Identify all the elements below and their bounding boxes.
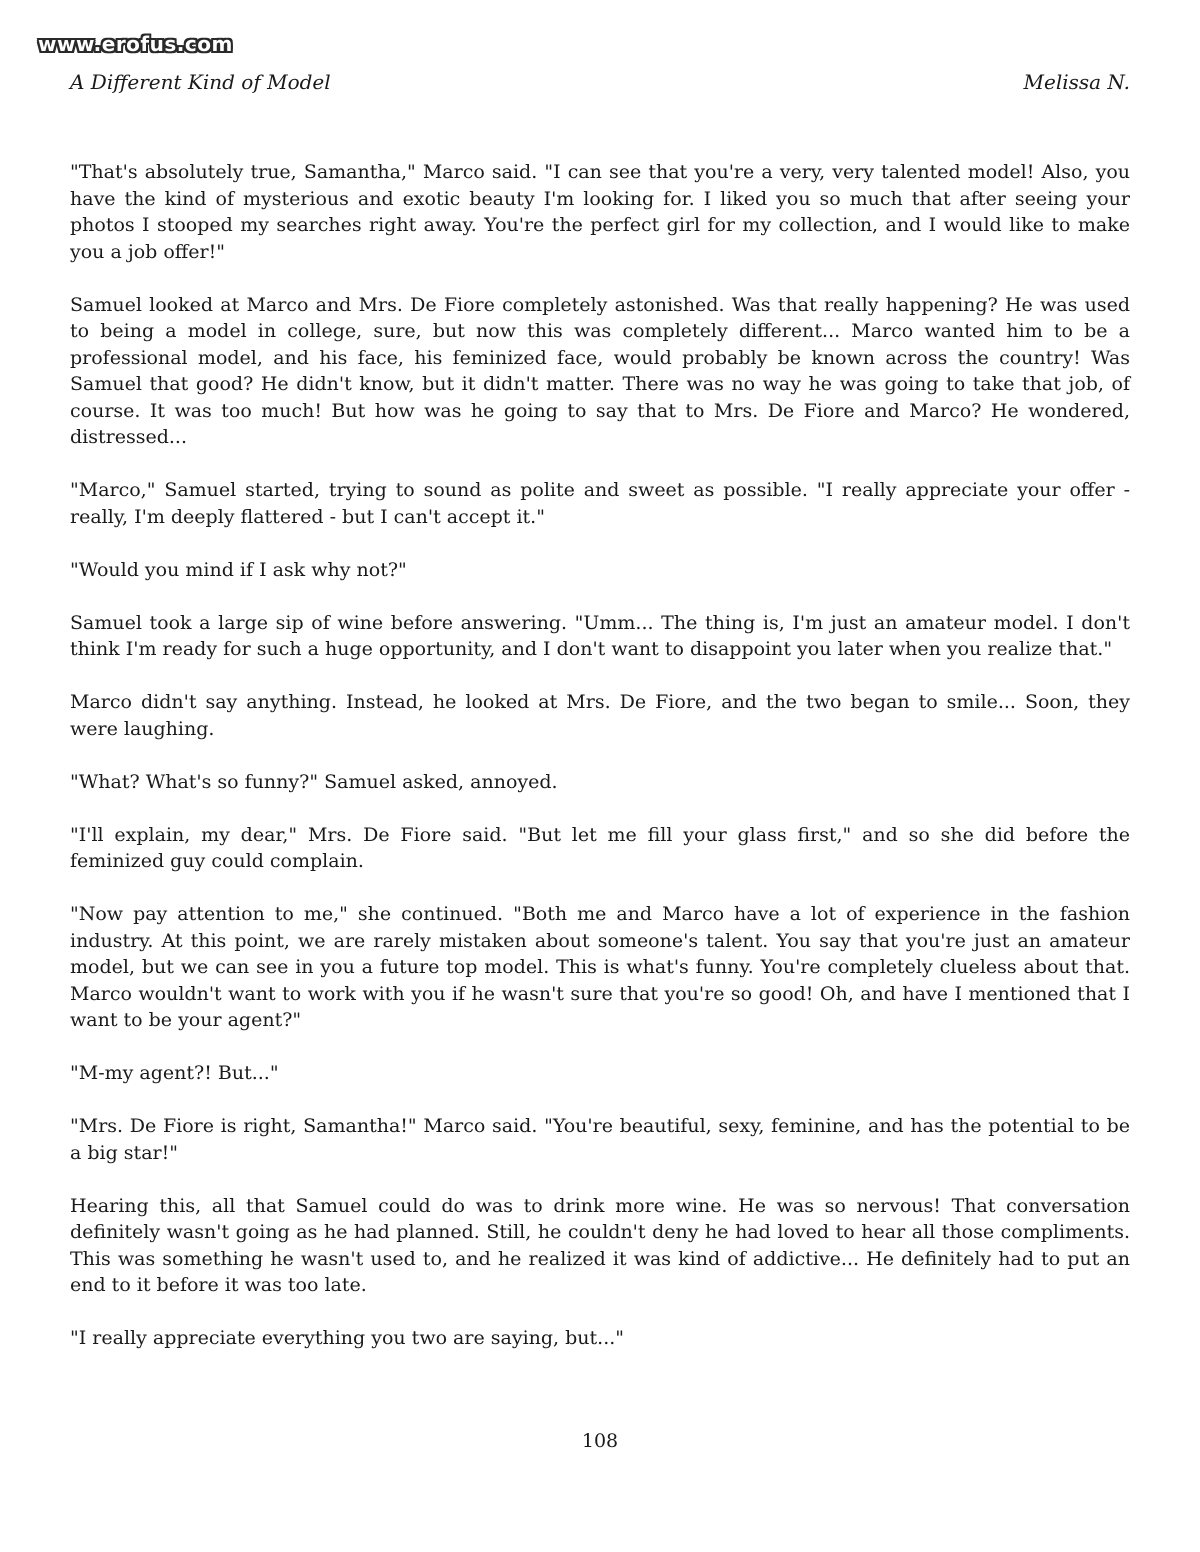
- paragraph: Samuel looked at Marco and Mrs. De Fiore completely astonished. Was that really happening? He was used to being a model in college, sure, but now this was completely different... Marco wanted him to be a professional model, and his face, his feminized face, would probably be known across the country! Was Samuel that good? He didn't know, but it didn't matter. There was no way he was going to take that job, of course. It was too much! But how was he going to say that to Mrs. De Fiore and Marco? He wondered, distressed...: [70, 293, 1130, 448]
- paragraph: "M-my agent?! But...": [70, 1062, 279, 1084]
- running-header: [70, 70, 1130, 94]
- paragraph: "Would you mind if I ask why not?": [70, 558, 407, 581]
- paragraph: Samuel took a large sip of wine before answering. "Umm... The thing is, I'm just an amateur model. I don't think I'm ready for such a huge opportunity, and I don't want to disappoint you later when you realize that.": [70, 611, 1130, 660]
- paragraph: "I'll explain, my dear," Mrs. De Fiore said. "But let me fill your glass first," and so she did before the feminized guy could complain.: [70, 823, 1130, 872]
- paragraph: "That's absolutely true, Samantha," Marco said. "I can see that you're a very, very talented model! Also, you have the kind of mysterious and exotic beauty I'm looking for. I liked you so much that after seeing your photos I stooped my searches right away. You're the perfect girl for my collection, and I would like to make you a job offer!": [70, 161, 1130, 263]
- page-body: [70, 159, 1130, 1378]
- paragraph: "I really appreciate everything you two are saying, but...": [70, 1327, 625, 1349]
- author-name: Melissa N.: [1023, 70, 1130, 94]
- book-title: A Different Kind of Model: [70, 70, 331, 94]
- paragraph: "What? What's so funny?" Samuel asked, annoyed.: [70, 770, 558, 793]
- page-number: 108: [581, 1430, 619, 1452]
- watermark-text: www.erofus.com: [38, 32, 233, 56]
- paragraph: "Now pay attention to me," she continued. "Both me and Marco have a lot of experience in the fashion industry. At this point, we are rarely mistaken about someone's talent. You say that you're just an amateur model, but we can see in you a future top model. This is what's funny. You're completely clueless about that. Marco wouldn't want to work with you if he wasn't sure that you're so good! Oh, and have I mentioned that I want to be your agent?": [70, 903, 1130, 1031]
- paragraph: "Mrs. De Fiore is right, Samantha!" Marco said. "You're beautiful, sexy, feminine, and has the potential to be a big star!": [70, 1115, 1130, 1164]
- paragraph: "Marco," Samuel started, trying to sound as polite and sweet as possible. "I really appreciate your offer - really, I'm deeply flattered - but I can't accept it.": [70, 479, 1130, 528]
- paragraph: Hearing this, all that Samuel could do was to drink more wine. He was so nervous! That conversation definitely wasn't going as he had planned. Still, he couldn't deny he had loved to hear all those compliments. This was something he wasn't used to, and he realized it was kind of addictive... He definitely had to put an end to it before it was too late.: [70, 1194, 1130, 1296]
- paragraph: Marco didn't say anything. Instead, he looked at Mrs. De Fiore, and the two began to smile... Soon, they were laughing.: [70, 691, 1130, 740]
